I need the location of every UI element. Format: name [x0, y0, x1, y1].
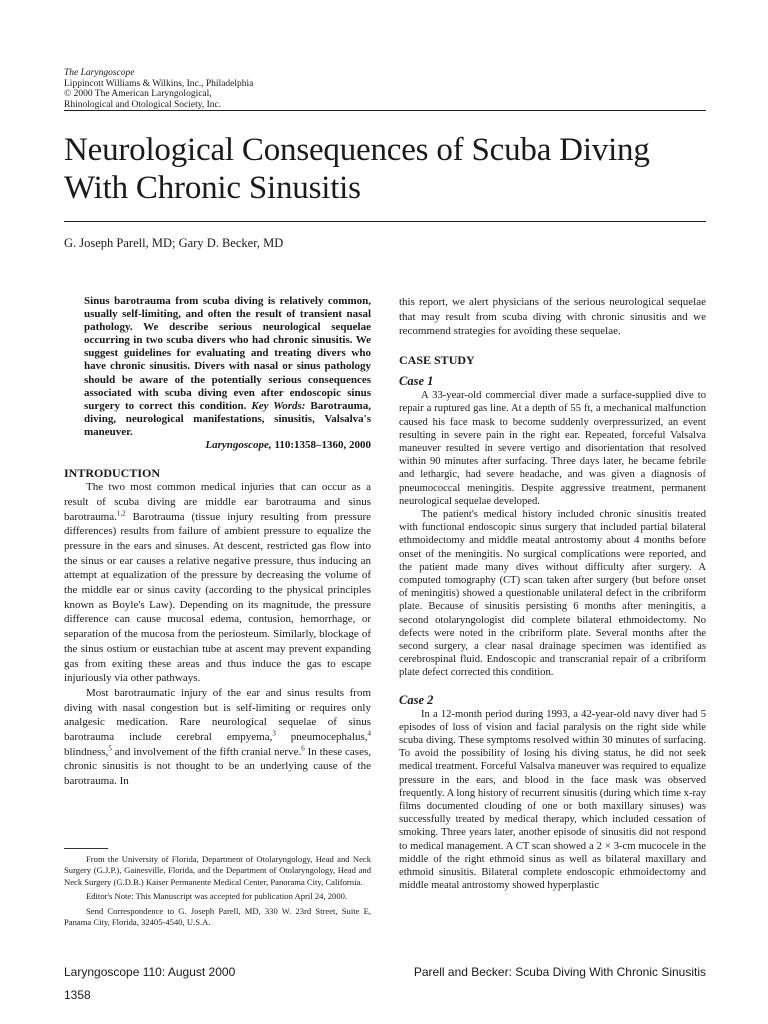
case-1-paragraph-2: The patient's medical history included chronic sinusitis treated with functional endoscopic sinus surgery that included partial bilateral ethmoidectomy and middle meatal antrostomy about 4 months before onset of the meningitis. No surgical complications were reported, and the patient made many dives without difficulty after surgery. A computed tomography (CT) scan taken after surgery (but before onset of meningitis) showed a questionable unilateral defect in the cribriform plate. Because of sinusitis persisting 6 months after meningitis, a second otolaryngologist did complete bilateral ethmoidectomy. No defects were noted in the cribriform plate. Several months after the second surgery, a clear nasal drainage specimen was identified as cerebrospinal fluid. Endoscopic and transcranial repair of a cribriform plate defect corrected this condition. — [399, 508, 706, 679]
title-rule — [64, 221, 706, 222]
case-2-paragraph-1: In a 12-month period during 1993, a 42-year-old navy diver had 5 episodes of loss of vision and facial paralysis on the right side while scuba diving. These symptoms resolved within 30 minutes of surfacing. To avoid the possibility of losing his diving status, he did not seek medical treatment. Forceful Valsalva maneuver was required to equalize pressure in the ears, and blood in the face mask was observed frequently. A long history of recurrent sinusitis (during which time x-ray films documented clouding of one or both maxillary sinuses) was successfully treated by medical therapy, which included cessation of smoking. Three years later, another episode of sinusitis did not respond to medical management. A CT scan showed a 2 × 3-cm mucocele in the middle of the right ethmoid sinus as well as bilateral maxillary and ethmoid sinusitis. Bilateral complete endoscopic ethmoidectomy and middle meatal antrostomy showed hyperplastic — [399, 708, 706, 892]
intro-p1-cont: Barotrauma (tissue injury resulting from pressure differences) results from failure of ambient pressure to equalize the pressure in the ears and sinuses. At descent, restricted gas flow into the sinus or ear causes a relative negative pressure, thus inducing an attempt at equalization of the pressure by decreasing the volume of the middle ear or sinus cavity (according to the physical principles known as Boyle's Law). Depending on its magnitude, the pressure difference can cause mucosal edema, contusion, hemorrhage, or separation of the mucosa from the periosteum. Similarly, blockage of the sinus ostium or eustachian tube at ascent may prevent expanding gas from exiting these areas and thus induce the gas to escape injuriously via other pathways. — [64, 510, 371, 685]
intro-p2-a: Most barotraumatic injury of the ear and sinus results from diving with nasal congestion but is self-limiting or requires only analgesic medication. Rare neurological sequelae of sinus barotrauma include cerebral empyema, — [64, 686, 371, 744]
citation-ref: 110:1358–1360, 2000 — [274, 439, 371, 452]
citation-journal: Laryngoscope, — [205, 439, 272, 452]
case-2-heading: Case 2 — [399, 692, 434, 707]
page-number: 1358 — [64, 988, 91, 1002]
keywords-label: Key Words: — [251, 399, 306, 412]
abstract-citation — [64, 439, 371, 452]
intro-p2-c: blindness, — [64, 745, 109, 758]
journal-copyright: © 2000 The American Laryngological, — [64, 89, 212, 99]
journal-society: Rhinological and Otological Society, Inc. — [64, 99, 222, 110]
footnotes — [64, 848, 371, 931]
ref-1-2: 1,2 — [116, 508, 126, 517]
intro-p1-text: The two most common medical injuries that can occur as a result of scuba diving are middle ear barotrauma and sinus barotrauma. — [64, 481, 371, 523]
intro-heading: INTRODUCTION — [64, 466, 161, 481]
keywords: Barotrauma, diving, neurological manifestations, sinusitis, Valsalva's maneuver. — [84, 399, 372, 438]
intro-p2-e: In these cases, chronic sinusitis is not thought to be an underlying cause of the barotrauma. In — [64, 745, 371, 788]
article-authors: G. Joseph Parell, MD; Gary D. Becker, MD — [64, 236, 284, 250]
case-text — [399, 373, 706, 892]
right-column — [399, 295, 706, 892]
journal-name: The Laryngoscope — [64, 68, 135, 78]
footnote-rule — [64, 848, 108, 849]
abstract-text: Sinus barotrauma from scuba diving is relatively common, usually self-limiting, and often the result of transient nasal pathology. We describe serious neurological sequelae occurring in two scuba divers who had chronic sinusitis. We suggest guidelines for evaluating and treating divers who have chronic sinusitis. Divers with nasal or sinus pathology should be aware of the potentially serious consequences associated with scuba diving even after endoscopic sinus surgery to correct this condition. — [84, 295, 371, 412]
footer-journal: Laryngoscope 110: August 2000 — [64, 965, 236, 979]
ref-5: 5 — [108, 744, 112, 753]
ref-3: 3 — [272, 729, 276, 738]
footnote-editor-note: Editor's Note: This Manuscript was accepted for publication April 24, 2000. — [86, 891, 348, 902]
journal-meta — [64, 68, 253, 110]
intro-continuation: this report, we alert physicians of the serious neurological sequelae that may result from scuba diving with chronic sinusitis and we recommend strategies for avoiding these sequelae. — [399, 296, 706, 338]
intro-p2-d: and involvement of the fifth cranial nerve. — [111, 745, 302, 758]
left-column — [64, 295, 371, 789]
ref-4: 4 — [367, 729, 371, 738]
footer-running-title: Parell and Becker: Scuba Diving With Chronic Sinusitis — [413, 965, 706, 979]
intro-paragraph-2 — [64, 686, 371, 789]
article-title: Neurological Consequences of Scuba Diving With Chronic Sinusitis — [64, 132, 650, 206]
intro-paragraph-1 — [64, 480, 371, 686]
journal-publisher: Lippincott Williams & Wilkins, Inc., Philadelphia — [64, 78, 254, 89]
intro-p2-b: pneumocephalus, — [275, 731, 368, 744]
top-rule — [64, 110, 706, 111]
footnote-correspondence: Send Correspondence to G. Joseph Parell, MD, 330 W. 23rd Street, Suite E, Panama City, Florida, 32405-4540, U.S.A. — [64, 905, 371, 928]
ref-6: 6 — [301, 744, 305, 753]
case-study-heading: CASE STUDY — [399, 353, 475, 368]
case-1-paragraph-1: A 33-year-old commercial diver made a surface-supplied dive to repair a ruptured gas line. At a depth of 55 ft, a mechanical malfunction caused his face mask to become suddenly overpressurized, an event resulting in severe pain in the right ear. Repeated, forceful Valsalva maneuver resulted in severe vertigo and disorientation that resolved within 90 minutes after surfacing. Three days later, he became febrile and lethargic, had severe headache, and was given a diagnosis of pneumococcal meningitis. Despite aggressive treatment, permanent neurological sequelae developed. — [399, 390, 706, 507]
abstract — [64, 295, 371, 439]
footnote-affiliation: From the University of Florida, Department of Otolaryngology, Head and Neck Surgery (G.J.P.), Gainesville, Florida, and the Department of Otolaryngology, Head and Neck Surgery (G.D.B.) Kaiser Permanente Medical Center, Panorama City, California. — [64, 854, 371, 887]
case-1-heading: Case 1 — [399, 374, 434, 389]
